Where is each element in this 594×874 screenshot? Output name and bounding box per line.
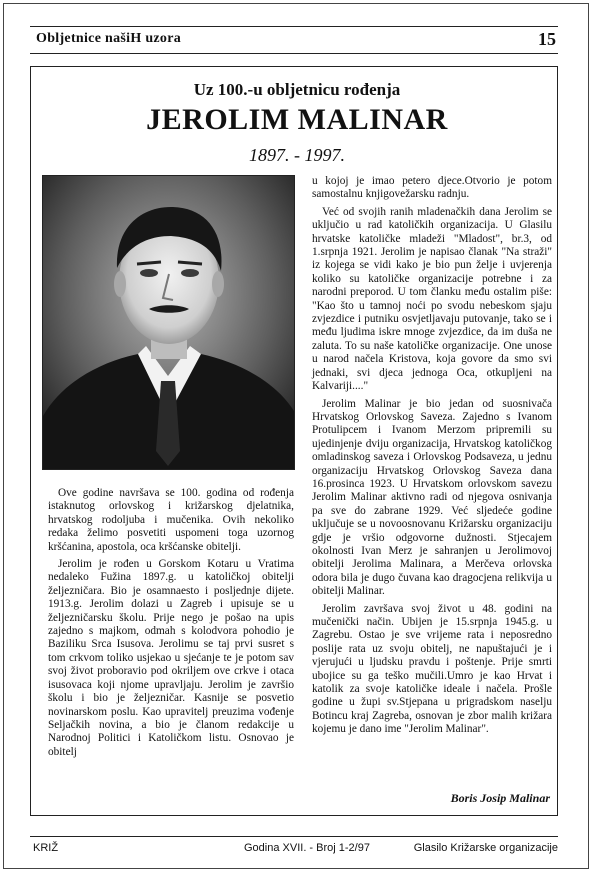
page-footer bbox=[30, 836, 558, 859]
paragraph: Već od svojih ranih mladenačkih dana Jerolim se uključio u rad katoličkih organizacija. U Glasilu hrvatske katoličke mladeži "Mladost", br.3, od 1.srpnja 1921. Jerolim je napisao članak "Na straži" iz kojega se vidi kako je bio pun želje i uvjerenja koliko su katoličke organizacije potrebne i za narodni preporod. U tom članku među ostalim piše: "Kao što u tamnoj noći po svodu nebeskom sjaju zvjezdice i putniku osvjetljavaju putovanje, tako se i među ljudima iskre mnoge zvjezdice, da im duša ne zaluta. To su naše katoličke organizacije. One unose u narod načela Kristova, koja govore da smo svi jednaki, svi djeca jednoga Oca, otkupljeni na Kalvariji...." bbox=[312, 205, 552, 393]
paragraph: Jerolim je rođen u Gorskom Kotaru u Vratima nedaleko Fužina 1897.g. u katoličkoj obitelji željezničara. Bio je osamnaesto i posljednje dijete. 1913.g. Jerolim dolazi u Zagreb i upisuje se u željezničarsku školu. Prije nego je pošao na upis zajedno s majkom, odmah s kolodvora pohodio je Baziliku Srca Isusova. Jerolimu se taj prvi susret s tom crkvom toliko usjekao u sjećanje te je potom sav svoj život proboravio pod okriljem ove crkve i otaca isusovaca koji njome upravljaju. Jerolim je završio školu i bio je željezničar. Kasnije se posvetio novinarskom poslu. Kao upravitelj preuzima vođenje Seljačkih novina, a bio je članom redakcije u Narodnoj Politici i Katoličkom listu. Osnovao je obitelj bbox=[48, 558, 294, 758]
article-kicker: Uz 100.-u obljetnicu rođenja bbox=[193, 80, 401, 99]
footer-issue: Godina XVII. - Broj 1-2/97 bbox=[244, 842, 370, 854]
paragraph: Jerolim Malinar je bio jedan od suosnivača Hrvatskog Orlovskog Saveza. Zajedno s Ivanom Protulipcem i Ivanom Merzom pripremili su ujedinjenje dviju organizacija, Hrvatskog katoličkog omladinskog saveza i Orlovskog Podsaveza, u jednu organizaciju Hrvatskog Orlovskog Saveza dana 16.prosinca 1923. U Hrvatskom orlovskom savezu Jerolim Malinar aktivno radi od njegova osnivanja pa sve do zabrane 1929. Već sljedeće godine uključuje se u novoosnovanu Križarsku organizaciju gdje je vršio odgovorne dužnosti. Stjecajem okolnosti Ivan Merz je sahranjen u Jerolimovoj obitelji Jerolima Malinara, a Merčeva orlovska odora bila je dugo čuvana kao dragocjena relikvija u obitelji Malinar. bbox=[312, 397, 552, 598]
article-author: Boris Josip Malinar bbox=[450, 791, 550, 805]
paragraph: Jerolim završava svoj život u 48. godini na mučenički način. Ubijen je 15.srpnja 1945.g. u Zagrebu. Ostao je sve vrijeme rata i neposredno poslije rata uz svoju obitelj, ne napuštajući je i vjerujući u ljudsku pravdu i poštenje. Prije smrti ubojice su ga teško mučili.Umro je kao Hrvat i katolik za svoje katoličke ideale i načela. Prošle godine u župi sv.Stjepana u prigradskom naselju Botincu kraj Zagreba, osnovan je zbor malih križara kojemu je dano ime "Jerolim Malinar". bbox=[312, 602, 552, 736]
portrait-illustration bbox=[43, 176, 294, 469]
article-years: 1897. - 1997. bbox=[249, 145, 345, 165]
paragraph: Ove godine navršava se 100. godina od rođenja istaknutog orlovskog i križarskog djelatnika, hrvatskog rodoljuba i mučenika. Ovih nekoliko redaka želimo posvetiti uspomeni toga uzornog kršćanina, apostola, oca kršćanske obitelji. bbox=[48, 487, 294, 553]
footer-publication: KRIŽ bbox=[33, 842, 59, 854]
footer-tagline: Glasilo Križarske organizacije bbox=[413, 842, 558, 854]
paragraph: u kojoj je imao petero djece.Otvorio je potom samostalnu knjigovežarsku radnju. bbox=[312, 175, 552, 201]
portrait-photo bbox=[42, 175, 295, 470]
running-header bbox=[30, 26, 558, 54]
article-title: JEROLIM MALINAR bbox=[146, 103, 448, 136]
section-title: Obljetnice našiH uzora bbox=[36, 31, 182, 46]
article-column-right bbox=[312, 175, 552, 741]
article-column-left bbox=[48, 487, 294, 763]
page-number: 15 bbox=[538, 29, 556, 49]
